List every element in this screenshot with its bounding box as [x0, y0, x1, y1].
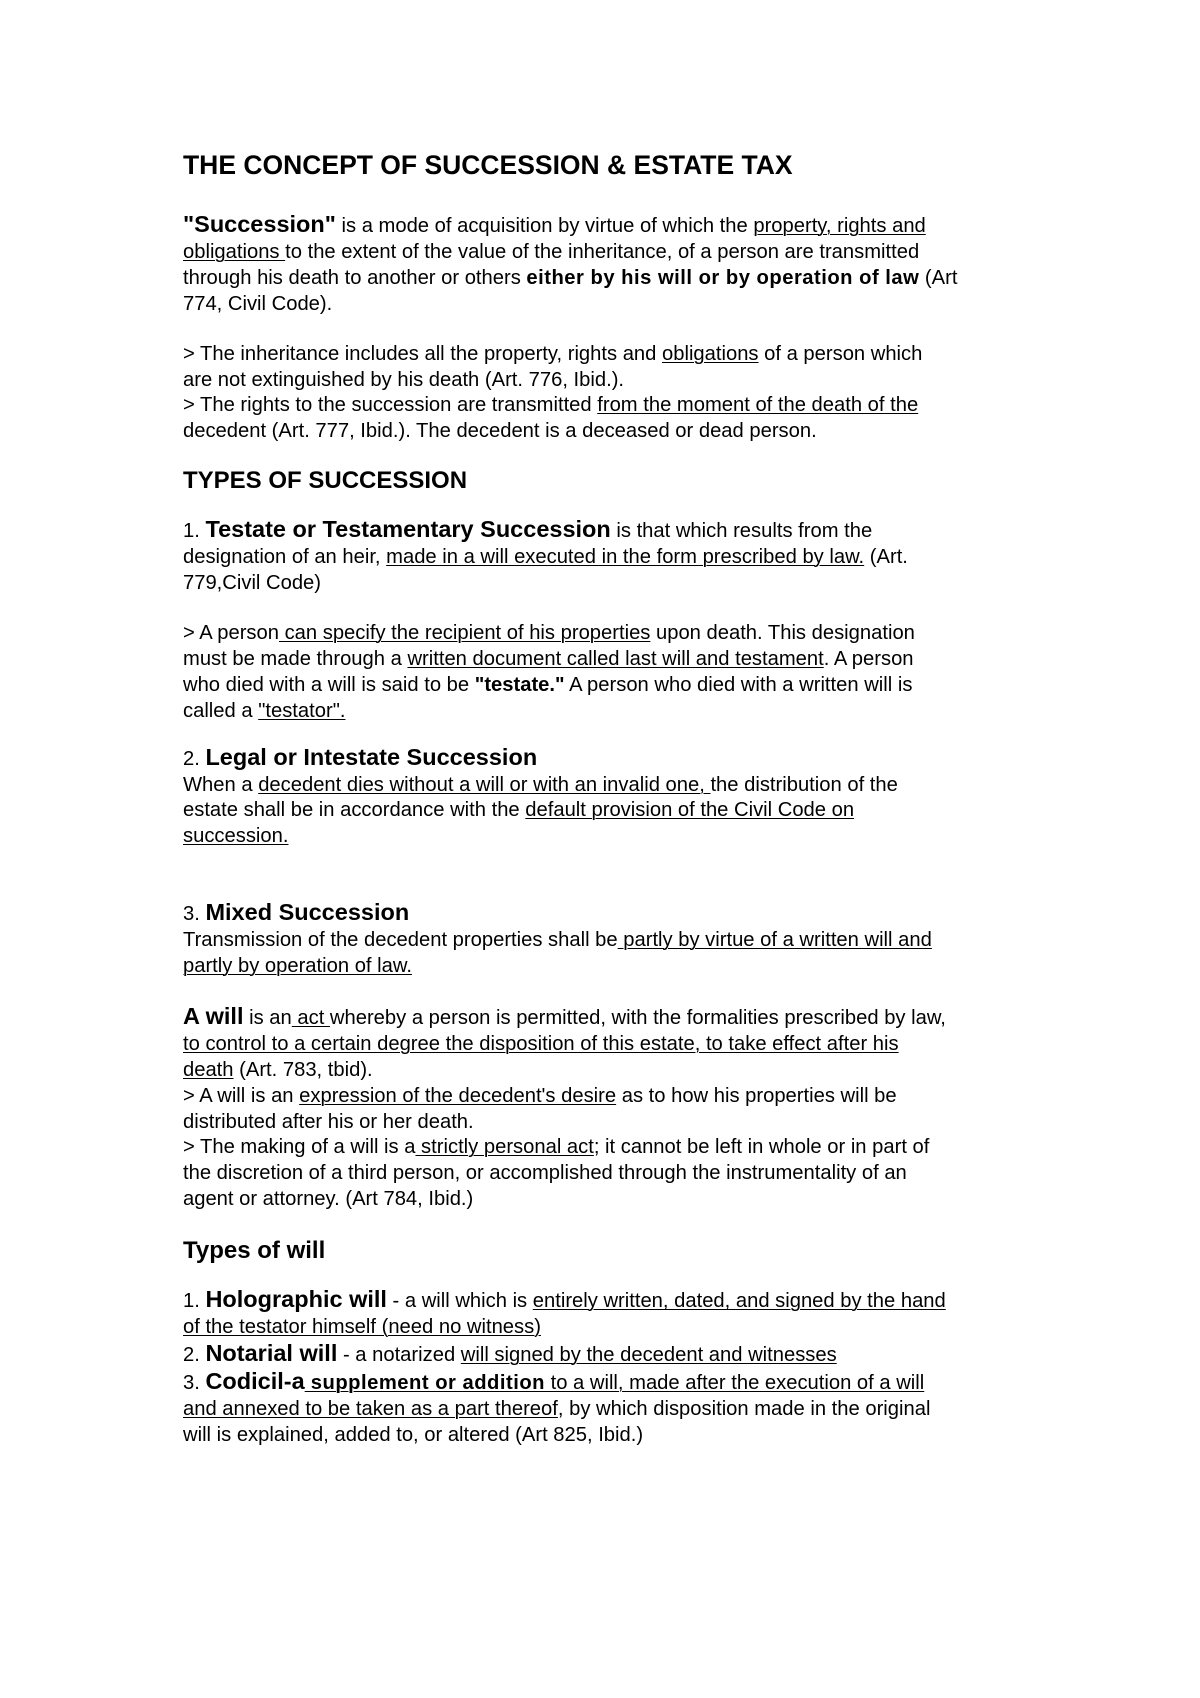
intestate-succession: 2. Legal or Intestate Succession When a decedent dies without a will or with an invalid one, the distribution of the estate shall be in accordance with the default provision of the Civil Code on succession.	[183, 743, 898, 848]
list-item: 3. Codicil-a supplement or addition to a will, made after the execution of a will	[183, 1367, 925, 1394]
succession-term: "Succession"	[183, 211, 336, 237]
document-title: THE CONCEPT OF SUCCESSION & ESTATE TAX	[183, 150, 793, 180]
succession-definition: "Succession" is a mode of acquisition by virtue of which the property, rights and obligations to the extent of the value of the inheritance, of a person are transmitted through his death to another or others either by his will or by operation of law (Art 774, Civil Code).	[183, 211, 958, 315]
will-definition: A will is an act whereby a person is permitted, with the formalities prescribed by law, to control to a certain degree the disposition of this estate, to take effect after his death (Art. 783, tbid). > A will is an expression of the decedent's desire as to how his properties will be distributed after his or her death. > The making of a will is a strictly personal act; it cannot be left in whole or in part of the discretion of a third person, or accomplished through the instrumentality of an agent or attorney. (Art 784, Ibid.)	[183, 1002, 946, 1211]
will-types-list: 1. Holographic will - a will which is entirely written, dated, and signed by the hand of the testator himself (need no witness) 2. Notarial will - a notarized will signed by the decedent and witnesses 3. Codicil-a supplement or addition to a will, made after the execution of a will and annexed to be taken as a part thereof, by which disposition made in the original will is explained, added to, or altered (Art 825, Ibid.)	[183, 1287, 1033, 1448]
types-of-succession-heading: TYPES OF SUCCESSION	[183, 467, 468, 495]
inheritance-notes: > The inheritance includes all the property, rights and obligations of a person which are not extinguished by his death (Art. 776, Ibid.). > The rights to the succession are transmitted from the moment of the death of the decedent (Art. 777, Ibid.). The decedent is a deceased or dead person.	[183, 342, 923, 443]
testate-note: > A person can specify the recipient of his properties upon death. This designation must be made through a written document called last will and testament. A person who died with a will is said to be "testate." A person who died with a written will is called a "testator".	[183, 621, 915, 722]
document-body	[183, 148, 1033, 1449]
testate-succession: 1. Testate or Testamentary Succession is that which results from the designation of an heir, made in a will executed in the form prescribed by law. (Art. 779,Civil Code)	[183, 516, 908, 595]
mixed-succession: 3. Mixed Succession Transmission of the decedent properties shall be partly by virtue of a written will and partly by operation of law.	[183, 899, 932, 978]
list-item: 2. Notarial will - a notarized will signed by the decedent and witnesses	[183, 1340, 837, 1366]
types-of-will-heading: Types of will	[183, 1237, 326, 1265]
list-item: 1. Holographic will - a will which is entirely written, dated, and signed by the hand	[183, 1286, 946, 1313]
